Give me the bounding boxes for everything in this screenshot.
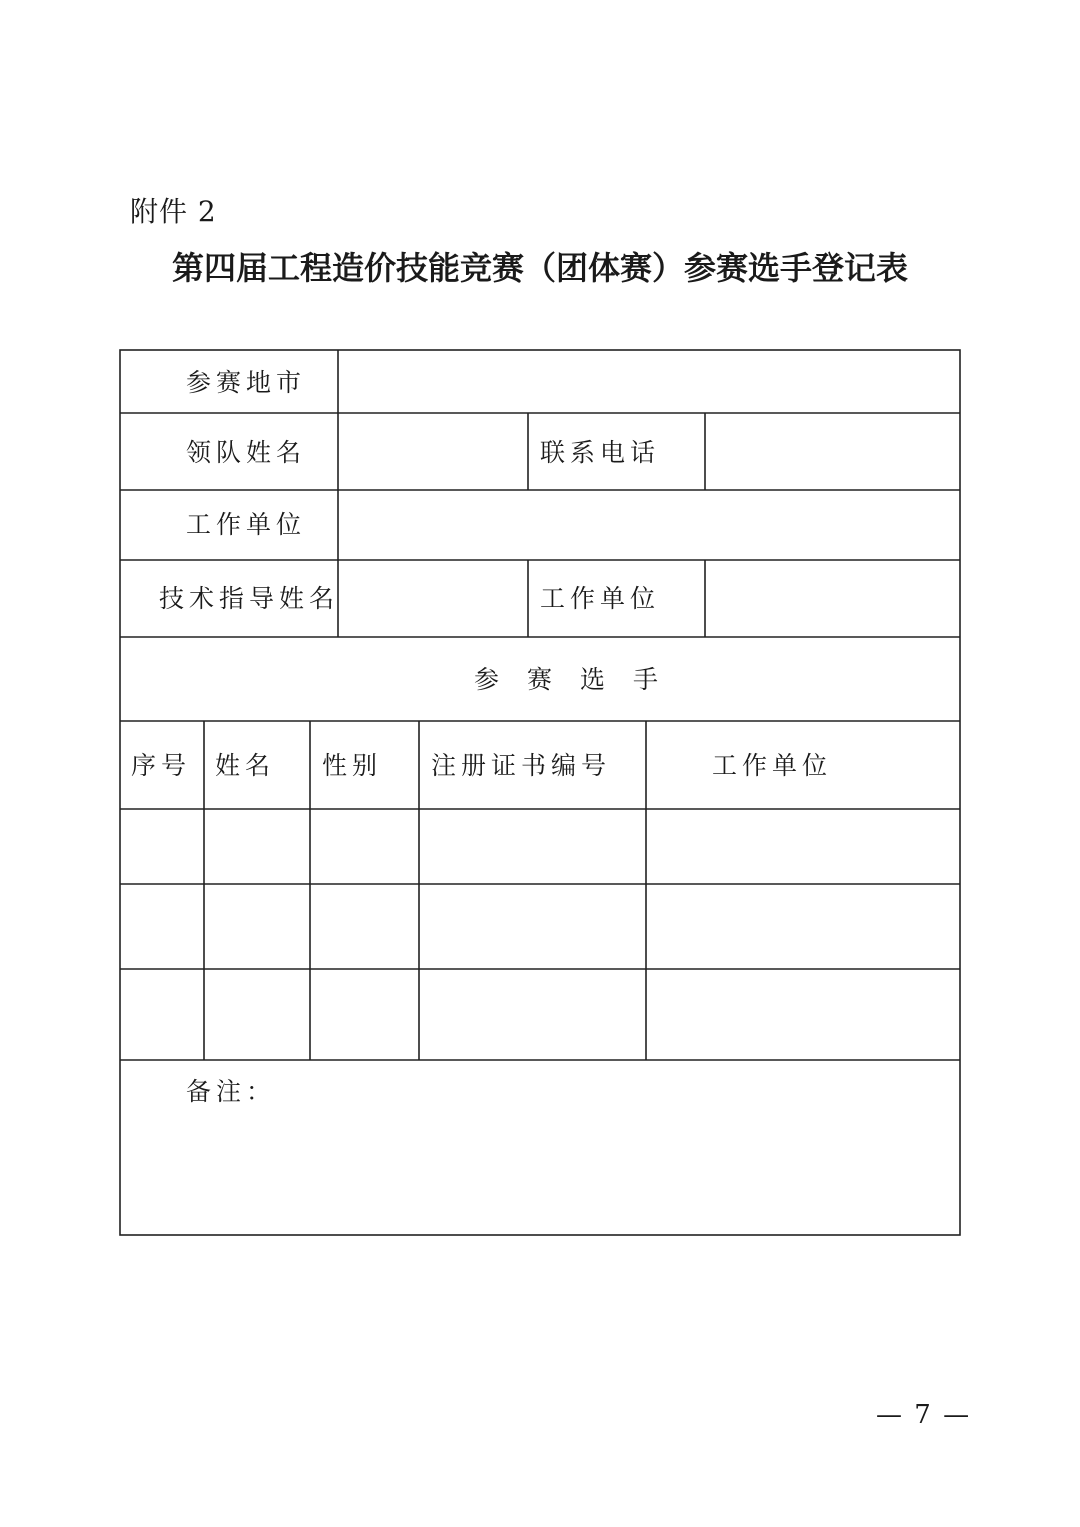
city-label: 参赛地市 [186, 368, 307, 397]
column-header-work-unit: 工作单位 [712, 751, 833, 780]
column-header-number: 序号 [131, 751, 192, 780]
form-title: 第四届工程造价技能竞赛（团体赛）参赛选手登记表 [171, 249, 908, 287]
phone-label: 联系电话 [540, 438, 661, 467]
tech-guide-name-label: 技术指导姓名 [159, 584, 340, 613]
attachment-label: 附件 2 [130, 195, 217, 228]
column-header-name: 姓名 [215, 751, 276, 780]
column-header-certificate-number: 注册证书编号 [431, 751, 612, 780]
page-number: — 7 — [876, 1400, 972, 1430]
participants-section-title: 参赛选手 [474, 665, 687, 694]
tech-work-unit-label: 工作单位 [540, 584, 661, 613]
leader-name-label: 领队姓名 [186, 438, 307, 467]
work-unit-label: 工作单位 [186, 510, 307, 539]
column-header-gender: 性别 [322, 751, 383, 780]
remarks-label: 备注： [186, 1077, 277, 1106]
